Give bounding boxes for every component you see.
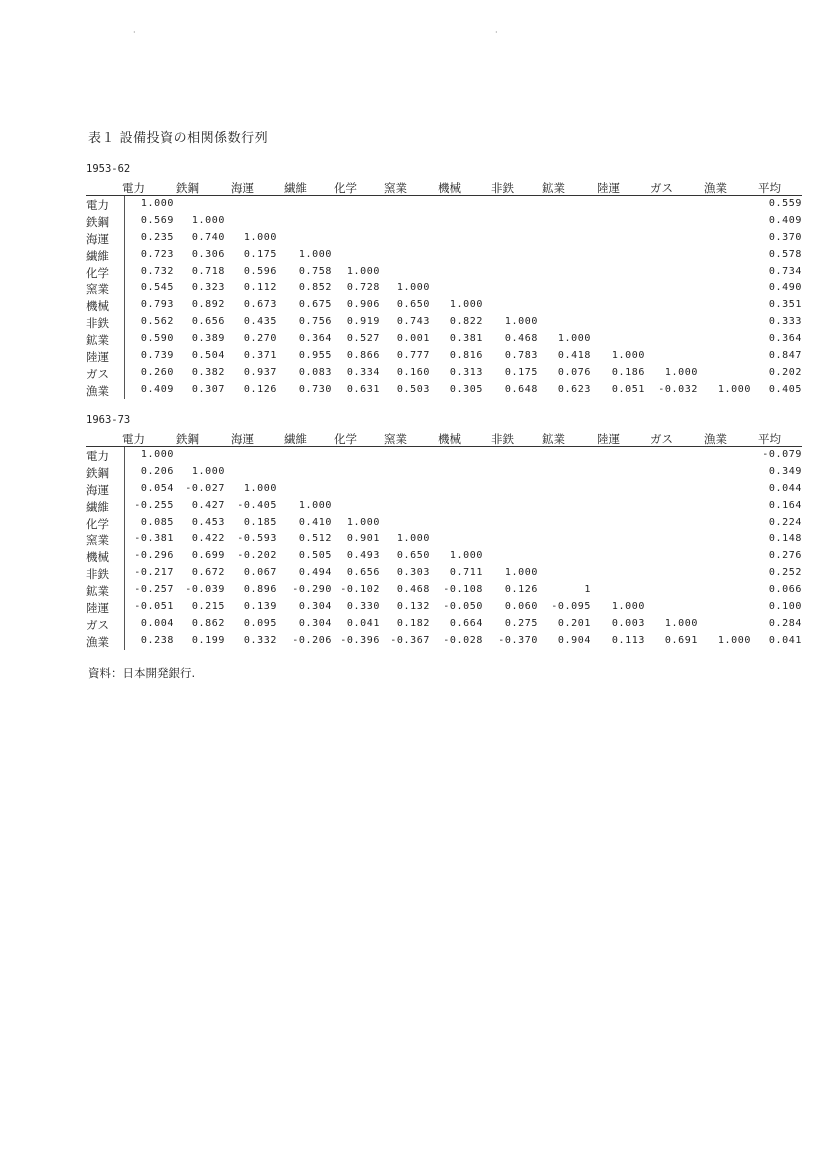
table-cell: 0.756 bbox=[298, 316, 332, 328]
row-label: 海運 bbox=[86, 482, 109, 497]
table-cell: 1.000 bbox=[611, 601, 645, 613]
average-cell: 0.066 bbox=[768, 584, 802, 596]
column-header: 電力 bbox=[122, 181, 145, 195]
table-cell: -0.051 bbox=[134, 601, 174, 613]
table-cell: 0.728 bbox=[346, 282, 380, 294]
table-cell: 0.740 bbox=[191, 231, 225, 243]
row-divider bbox=[124, 365, 125, 382]
table-cell: 0.303 bbox=[396, 567, 430, 579]
table-cell: 0.215 bbox=[191, 601, 225, 613]
column-header: ガス bbox=[650, 432, 673, 446]
table-cell: 0.512 bbox=[298, 533, 332, 545]
table-cell: 0.783 bbox=[504, 350, 538, 362]
table-cell: 0.493 bbox=[346, 550, 380, 562]
table-cell: 0.206 bbox=[140, 465, 174, 477]
table-cell: 0.718 bbox=[191, 265, 225, 277]
column-header: 電力 bbox=[122, 432, 145, 446]
row-divider bbox=[124, 196, 125, 213]
table-cell: 0.427 bbox=[191, 499, 225, 511]
table-cell: 1.000 bbox=[346, 516, 380, 528]
table-row bbox=[86, 213, 802, 230]
scan-speck: · bbox=[133, 28, 136, 37]
table-cell: 0.650 bbox=[396, 299, 430, 311]
row-label: ガス bbox=[86, 617, 109, 632]
table-cell: 1.000 bbox=[449, 299, 483, 311]
table-cell: 0.468 bbox=[396, 584, 430, 596]
table-cell: 0.410 bbox=[298, 516, 332, 528]
table-cell: 0.001 bbox=[396, 333, 430, 345]
column-header: 平均 bbox=[758, 181, 781, 195]
table-cell: 0.004 bbox=[140, 617, 174, 629]
table-cell: 0.041 bbox=[346, 617, 380, 629]
column-header: 繊維 bbox=[284, 432, 307, 446]
period-label: 1963-73 bbox=[86, 414, 131, 426]
table-cell: 0.527 bbox=[346, 333, 380, 345]
column-header: 漁業 bbox=[704, 432, 727, 446]
average-cell: 0.252 bbox=[768, 567, 802, 579]
average-cell: 0.364 bbox=[768, 333, 802, 345]
table-cell: 0.793 bbox=[140, 299, 174, 311]
table-cell: 1.000 bbox=[191, 465, 225, 477]
table-cell: -0.370 bbox=[498, 634, 538, 646]
table-title: 表１ 設備投資の相関係数行列 bbox=[88, 131, 269, 146]
table-cell: 0.199 bbox=[191, 634, 225, 646]
row-label: 陸運 bbox=[86, 350, 109, 365]
row-label: 鉱業 bbox=[86, 584, 109, 599]
table-cell: 1.000 bbox=[717, 383, 751, 395]
row-label: 非鉄 bbox=[86, 567, 109, 582]
table-cell: 0.648 bbox=[504, 383, 538, 395]
table-cell: 0.304 bbox=[298, 601, 332, 613]
average-cell: 0.276 bbox=[768, 550, 802, 562]
header-row bbox=[86, 179, 802, 196]
table-cell: 0.051 bbox=[611, 383, 645, 395]
row-divider bbox=[124, 515, 125, 532]
average-cell: 0.734 bbox=[768, 265, 802, 277]
table-cell: 1.000 bbox=[243, 482, 277, 494]
table-row bbox=[86, 599, 802, 616]
header-row bbox=[86, 430, 802, 447]
row-divider bbox=[124, 498, 125, 515]
table-cell: 0.901 bbox=[346, 533, 380, 545]
row-divider bbox=[124, 464, 125, 481]
table-row bbox=[86, 348, 802, 365]
table-row bbox=[86, 498, 802, 515]
column-header: 陸運 bbox=[597, 432, 620, 446]
table-cell: -0.255 bbox=[134, 499, 174, 511]
table-cell: 0.852 bbox=[298, 282, 332, 294]
row-label: 電力 bbox=[86, 449, 109, 463]
table-row bbox=[86, 616, 802, 633]
table-cell: -0.593 bbox=[237, 533, 277, 545]
table-cell: 0.730 bbox=[298, 383, 332, 395]
table-cell: 0.371 bbox=[243, 350, 277, 362]
table-row bbox=[86, 464, 802, 481]
table-cell: 0.418 bbox=[557, 350, 591, 362]
table-cell: 0.238 bbox=[140, 634, 174, 646]
column-header: 平均 bbox=[758, 432, 781, 446]
table-cell: 1.000 bbox=[717, 634, 751, 646]
table-row bbox=[86, 331, 802, 348]
table-cell: 0.673 bbox=[243, 299, 277, 311]
table-cell: 0.699 bbox=[191, 550, 225, 562]
table-cell: -0.381 bbox=[134, 533, 174, 545]
table-cell: 1 bbox=[584, 584, 591, 596]
average-cell: 0.333 bbox=[768, 316, 802, 328]
table-cell: 0.112 bbox=[243, 282, 277, 294]
column-header: 非鉄 bbox=[491, 181, 514, 195]
table-cell: 0.201 bbox=[557, 617, 591, 629]
table-cell: 0.623 bbox=[557, 383, 591, 395]
column-header: 海運 bbox=[231, 181, 254, 195]
table-cell: -0.028 bbox=[443, 634, 483, 646]
table-cell: 0.675 bbox=[298, 299, 332, 311]
average-cell: 0.409 bbox=[768, 214, 802, 226]
column-header: 海運 bbox=[231, 432, 254, 446]
row-label: 電力 bbox=[86, 198, 109, 212]
table-row bbox=[86, 582, 802, 599]
row-label: 陸運 bbox=[86, 601, 109, 616]
table-row bbox=[86, 548, 802, 565]
table-cell: 0.732 bbox=[140, 265, 174, 277]
column-header: 化学 bbox=[334, 432, 357, 446]
table-cell: 1.000 bbox=[557, 333, 591, 345]
table-cell: 1.000 bbox=[396, 533, 430, 545]
column-header: 鉄鋼 bbox=[176, 432, 199, 446]
table-cell: 0.453 bbox=[191, 516, 225, 528]
table-cell: 0.175 bbox=[243, 248, 277, 260]
table-cell: 0.892 bbox=[191, 299, 225, 311]
table-row bbox=[86, 230, 802, 247]
column-header: 繊維 bbox=[284, 181, 307, 195]
average-cell: 0.041 bbox=[768, 634, 802, 646]
table-cell: -0.027 bbox=[185, 482, 225, 494]
table-cell: -0.039 bbox=[185, 584, 225, 596]
table-cell: 0.067 bbox=[243, 567, 277, 579]
row-label: ガス bbox=[86, 366, 109, 381]
table-cell: 0.494 bbox=[298, 567, 332, 579]
average-cell: 0.559 bbox=[768, 198, 802, 209]
table-cell: 0.306 bbox=[191, 248, 225, 260]
table-row bbox=[86, 196, 802, 213]
table-cell: -0.102 bbox=[340, 584, 380, 596]
table-cell: 0.313 bbox=[449, 366, 483, 378]
table-row bbox=[86, 481, 802, 498]
average-cell: 0.405 bbox=[768, 383, 802, 395]
row-divider bbox=[124, 481, 125, 498]
table-cell: 0.691 bbox=[664, 634, 698, 646]
table-cell: 0.866 bbox=[346, 350, 380, 362]
table-cell: 1.000 bbox=[664, 617, 698, 629]
table-cell: 0.332 bbox=[243, 634, 277, 646]
scan-speck: · bbox=[495, 28, 498, 37]
row-label: 鉱業 bbox=[86, 333, 109, 348]
table-cell: 0.113 bbox=[611, 634, 645, 646]
average-cell: 0.349 bbox=[768, 465, 802, 477]
row-divider bbox=[124, 314, 125, 331]
row-divider bbox=[124, 280, 125, 297]
table-cell: 0.822 bbox=[449, 316, 483, 328]
table-cell: 0.777 bbox=[396, 350, 430, 362]
row-label: 漁業 bbox=[86, 383, 109, 398]
table-cell: 0.955 bbox=[298, 350, 332, 362]
table-cell: 0.095 bbox=[243, 617, 277, 629]
table-cell: 0.631 bbox=[346, 383, 380, 395]
table-cell: 0.270 bbox=[243, 333, 277, 345]
row-label: 窯業 bbox=[86, 282, 109, 297]
column-header: 機械 bbox=[438, 181, 461, 195]
table-cell: 0.743 bbox=[396, 316, 430, 328]
table-cell: 1.000 bbox=[140, 449, 174, 460]
average-cell: 0.284 bbox=[768, 617, 802, 629]
average-cell: 0.148 bbox=[768, 533, 802, 545]
row-divider bbox=[124, 447, 125, 464]
table-cell: 0.364 bbox=[298, 333, 332, 345]
table-row bbox=[86, 565, 802, 582]
row-divider bbox=[124, 599, 125, 616]
row-label: 化学 bbox=[86, 516, 109, 531]
table-cell: -0.108 bbox=[443, 584, 483, 596]
table-cell: 0.545 bbox=[140, 282, 174, 294]
row-divider bbox=[124, 230, 125, 247]
average-cell: 0.044 bbox=[768, 482, 802, 494]
table-cell: -0.050 bbox=[443, 601, 483, 613]
table-row bbox=[86, 280, 802, 297]
table-cell: 0.758 bbox=[298, 265, 332, 277]
row-divider bbox=[124, 565, 125, 582]
table-cell: -0.217 bbox=[134, 567, 174, 579]
table-cell: 0.003 bbox=[611, 617, 645, 629]
column-header: 漁業 bbox=[704, 181, 727, 195]
average-cell: 0.100 bbox=[768, 601, 802, 613]
table-cell: 0.504 bbox=[191, 350, 225, 362]
average-cell: 0.578 bbox=[768, 248, 802, 260]
table-cell: 0.334 bbox=[346, 366, 380, 378]
average-cell: 0.351 bbox=[768, 299, 802, 311]
table-cell: 0.656 bbox=[191, 316, 225, 328]
table-cell: 0.816 bbox=[449, 350, 483, 362]
row-divider bbox=[124, 247, 125, 264]
table-cell: 0.054 bbox=[140, 482, 174, 494]
table-row bbox=[86, 531, 802, 548]
table-cell: 0.896 bbox=[243, 584, 277, 596]
table-cell: 1.000 bbox=[664, 366, 698, 378]
row-label: 漁業 bbox=[86, 634, 109, 649]
table-row bbox=[86, 633, 802, 650]
row-label: 繊維 bbox=[86, 499, 109, 514]
table-cell: -0.202 bbox=[237, 550, 277, 562]
table-cell: -0.095 bbox=[551, 601, 591, 613]
average-cell: 0.847 bbox=[768, 350, 802, 362]
average-cell: -0.079 bbox=[762, 449, 802, 460]
table-cell: 0.919 bbox=[346, 316, 380, 328]
column-header: 鉱業 bbox=[542, 181, 565, 195]
table-cell: 1.000 bbox=[191, 214, 225, 226]
table-cell: 0.904 bbox=[557, 634, 591, 646]
table-cell: -0.290 bbox=[292, 584, 332, 596]
table-cell: 0.656 bbox=[346, 567, 380, 579]
table-cell: 0.126 bbox=[243, 383, 277, 395]
row-label: 非鉄 bbox=[86, 316, 109, 331]
table-cell: 0.175 bbox=[504, 366, 538, 378]
row-divider bbox=[124, 548, 125, 565]
table-cell: 0.650 bbox=[396, 550, 430, 562]
period-label: 1953-62 bbox=[86, 163, 131, 175]
row-divider bbox=[124, 297, 125, 314]
column-header: 化学 bbox=[334, 181, 357, 195]
table-cell: 0.562 bbox=[140, 316, 174, 328]
correlation-table bbox=[86, 430, 802, 650]
column-header: 鉄鋼 bbox=[176, 181, 199, 195]
table-cell: 0.126 bbox=[504, 584, 538, 596]
table-row bbox=[86, 382, 802, 399]
table-row bbox=[86, 247, 802, 264]
table-cell: 0.468 bbox=[504, 333, 538, 345]
row-divider bbox=[124, 582, 125, 599]
average-cell: 0.490 bbox=[768, 282, 802, 294]
row-label: 機械 bbox=[86, 550, 109, 565]
table-cell: -0.257 bbox=[134, 584, 174, 596]
table-cell: 0.435 bbox=[243, 316, 277, 328]
table-cell: 0.304 bbox=[298, 617, 332, 629]
table-cell: 0.260 bbox=[140, 366, 174, 378]
row-divider bbox=[124, 382, 125, 399]
row-label: 鉄鋼 bbox=[86, 465, 109, 480]
table-cell: 0.739 bbox=[140, 350, 174, 362]
table-cell: 1.000 bbox=[449, 550, 483, 562]
table-cell: 0.060 bbox=[504, 601, 538, 613]
table-cell: -0.367 bbox=[390, 634, 430, 646]
column-header: 窯業 bbox=[384, 432, 407, 446]
column-header: 非鉄 bbox=[491, 432, 514, 446]
column-header: 陸運 bbox=[597, 181, 620, 195]
table-cell: 0.139 bbox=[243, 601, 277, 613]
average-cell: 0.370 bbox=[768, 231, 802, 243]
table-cell: 0.330 bbox=[346, 601, 380, 613]
average-cell: 0.224 bbox=[768, 516, 802, 528]
table-cell: 0.083 bbox=[298, 366, 332, 378]
row-label: 海運 bbox=[86, 231, 109, 246]
table-cell: 0.569 bbox=[140, 214, 174, 226]
table-cell: 0.382 bbox=[191, 366, 225, 378]
table-cell: 0.323 bbox=[191, 282, 225, 294]
table-cell: -0.296 bbox=[134, 550, 174, 562]
row-divider bbox=[124, 348, 125, 365]
table-row bbox=[86, 297, 802, 314]
row-divider bbox=[124, 331, 125, 348]
column-header: 鉱業 bbox=[542, 432, 565, 446]
table-cell: 0.381 bbox=[449, 333, 483, 345]
source-note: 資料：日本開発銀行. bbox=[88, 666, 196, 680]
table-cell: 1.000 bbox=[298, 248, 332, 260]
row-divider bbox=[124, 531, 125, 548]
table-cell: 0.132 bbox=[396, 601, 430, 613]
row-divider bbox=[124, 616, 125, 633]
row-divider bbox=[124, 264, 125, 281]
table-cell: 0.389 bbox=[191, 333, 225, 345]
table-cell: 0.307 bbox=[191, 383, 225, 395]
table-cell: 0.503 bbox=[396, 383, 430, 395]
table-cell: 0.723 bbox=[140, 248, 174, 260]
table-cell: 0.422 bbox=[191, 533, 225, 545]
table-cell: 0.664 bbox=[449, 617, 483, 629]
table-cell: -0.032 bbox=[658, 383, 698, 395]
row-divider bbox=[124, 213, 125, 230]
table-cell: 0.305 bbox=[449, 383, 483, 395]
table-cell: 0.937 bbox=[243, 366, 277, 378]
table-row bbox=[86, 264, 802, 281]
table-cell: -0.396 bbox=[340, 634, 380, 646]
table-cell: 0.672 bbox=[191, 567, 225, 579]
table-cell: 1.000 bbox=[396, 282, 430, 294]
row-label: 化学 bbox=[86, 265, 109, 280]
table-cell: 0.085 bbox=[140, 516, 174, 528]
table-row bbox=[86, 365, 802, 382]
table-row bbox=[86, 515, 802, 532]
average-cell: 0.202 bbox=[768, 366, 802, 378]
correlation-table bbox=[86, 179, 802, 399]
table-cell: 0.186 bbox=[611, 366, 645, 378]
average-cell: 0.164 bbox=[768, 499, 802, 511]
row-label: 繊維 bbox=[86, 248, 109, 263]
table-row bbox=[86, 447, 802, 464]
row-divider bbox=[124, 633, 125, 650]
table-cell: 0.590 bbox=[140, 333, 174, 345]
table-cell: 0.182 bbox=[396, 617, 430, 629]
row-label: 鉄鋼 bbox=[86, 214, 109, 229]
column-header: ガス bbox=[650, 181, 673, 195]
row-label: 機械 bbox=[86, 299, 109, 314]
table-cell: 0.185 bbox=[243, 516, 277, 528]
table-cell: 1.000 bbox=[504, 316, 538, 328]
table-cell: 0.275 bbox=[504, 617, 538, 629]
table-cell: 0.409 bbox=[140, 383, 174, 395]
table-cell: 0.711 bbox=[449, 567, 483, 579]
column-header: 窯業 bbox=[384, 181, 407, 195]
table-cell: 0.505 bbox=[298, 550, 332, 562]
table-cell: 1.000 bbox=[140, 198, 174, 209]
row-label: 窯業 bbox=[86, 533, 109, 548]
table-cell: 1.000 bbox=[243, 231, 277, 243]
table-cell: 0.862 bbox=[191, 617, 225, 629]
table-row bbox=[86, 314, 802, 331]
table-cell: 0.160 bbox=[396, 366, 430, 378]
table-cell: 0.235 bbox=[140, 231, 174, 243]
table-cell: 1.000 bbox=[504, 567, 538, 579]
table-cell: 1.000 bbox=[346, 265, 380, 277]
column-header: 機械 bbox=[438, 432, 461, 446]
table-cell: -0.206 bbox=[292, 634, 332, 646]
table-cell: 0.076 bbox=[557, 366, 591, 378]
table-cell: 1.000 bbox=[611, 350, 645, 362]
table-cell: 1.000 bbox=[298, 499, 332, 511]
table-cell: -0.405 bbox=[237, 499, 277, 511]
table-cell: 0.596 bbox=[243, 265, 277, 277]
table-cell: 0.906 bbox=[346, 299, 380, 311]
